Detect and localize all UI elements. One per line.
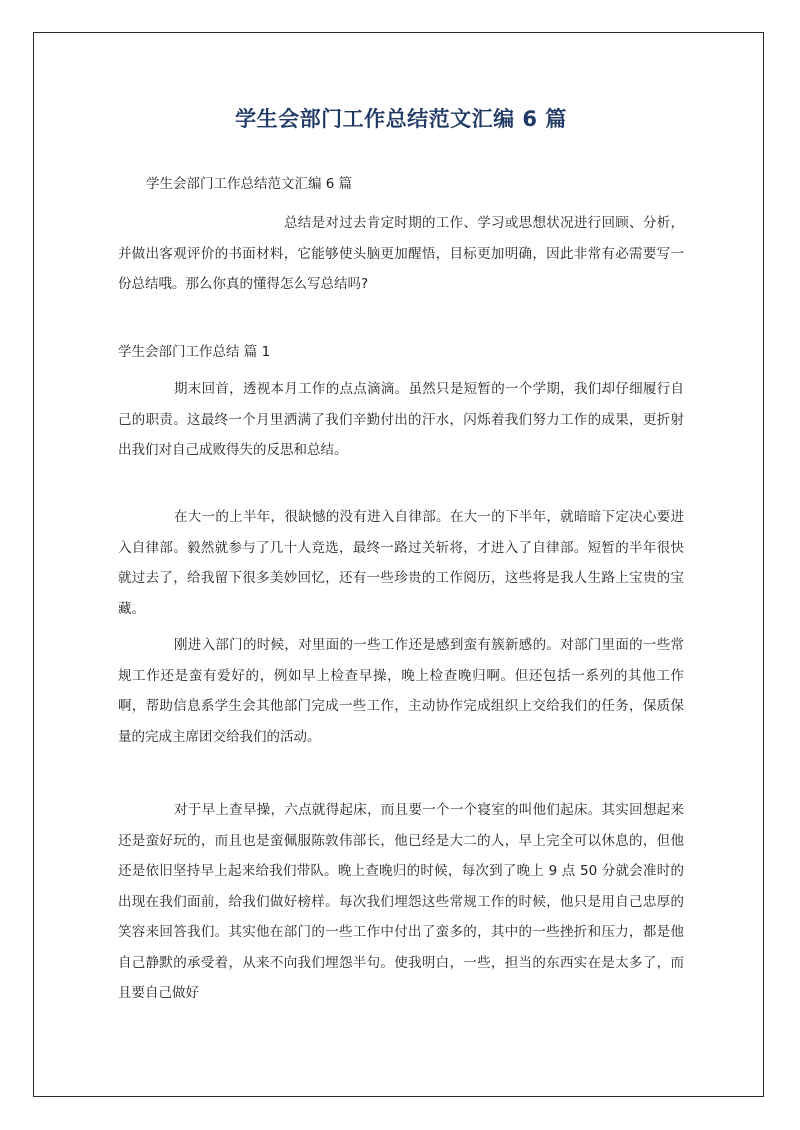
document-subtitle: 学生会部门工作总结范文汇编 6 篇 (146, 176, 353, 192)
intro-paragraph: 总结是对过去肯定时期的工作、学习或思想状况进行回顾、分析，并做出客观评价的书面材料，它能够使头脑更加醒悟，目标更加明确，因此非常有必需要写一份总结哦。那么你真的懂得怎么写总结吗? (118, 215, 684, 292)
body-paragraph: 在大一的上半年，很缺憾的没有进入自律部。在大一的下半年，就暗暗下定决心要进入自律部。毅然就参与了几十人竞选，最终一路过关斩将，才进入了自律部。短暂的半年很快就过去了，给我留下很多美妙回忆，还有一些珍贵的工作阅历，这些将是我人生路上宝贵的宝藏。 (118, 509, 684, 617)
body-paragraph: 刚进入部门的时候，对里面的一些工作还是感到蛮有簇新感的。对部门里面的一些常规工作还是蛮有爱好的，例如早上检查早操，晚上检查晚归啊。但还包括一系列的其他工作啊，帮助信息系学生会其他部门完成一些工作，主动协作完成组织上交给我们的任务，保质保量的完成主席团交给我们的活动。 (118, 637, 684, 745)
body-paragraph: 对于早上查早操，六点就得起床，而且要一个一个寝室的叫他们起床。其实回想起来还是蛮好玩的，而且也是蛮佩服陈敦伟部长，他已经是大二的人，早上完全可以休息的，但他还是依旧坚持早上起来给我们带队。晚上查晚归的时候，每次到了晚上 9 点 50 分就会准时的出现在我们面前，给我们做好榜样。每次我们埋怨这些常规工作的时候，他只是用自己忠厚的笑容来回答我们。其实他在部门的一些工作中付出了蛮多的，其中的一些挫折和压力，都是他自己静默的承受着，从来不向我们埋怨半句。使我明白，一些，担当的东西实在是太多了，而且要自己做好 (118, 802, 684, 1001)
document-title: 学生会部门工作总结范文汇编 6 篇 (235, 107, 567, 131)
section-heading: 学生会部门工作总结 篇 1 (118, 344, 271, 360)
body-paragraph: 期末回首，透视本月工作的点点滴滴。虽然只是短暂的一个学期，我们却仔细履行自己的职责。这最终一个月里洒满了我们辛勤付出的汗水，闪烁着我们努力工作的成果，更折射出我们对自己成败得失的反思和总结。 (118, 381, 684, 458)
